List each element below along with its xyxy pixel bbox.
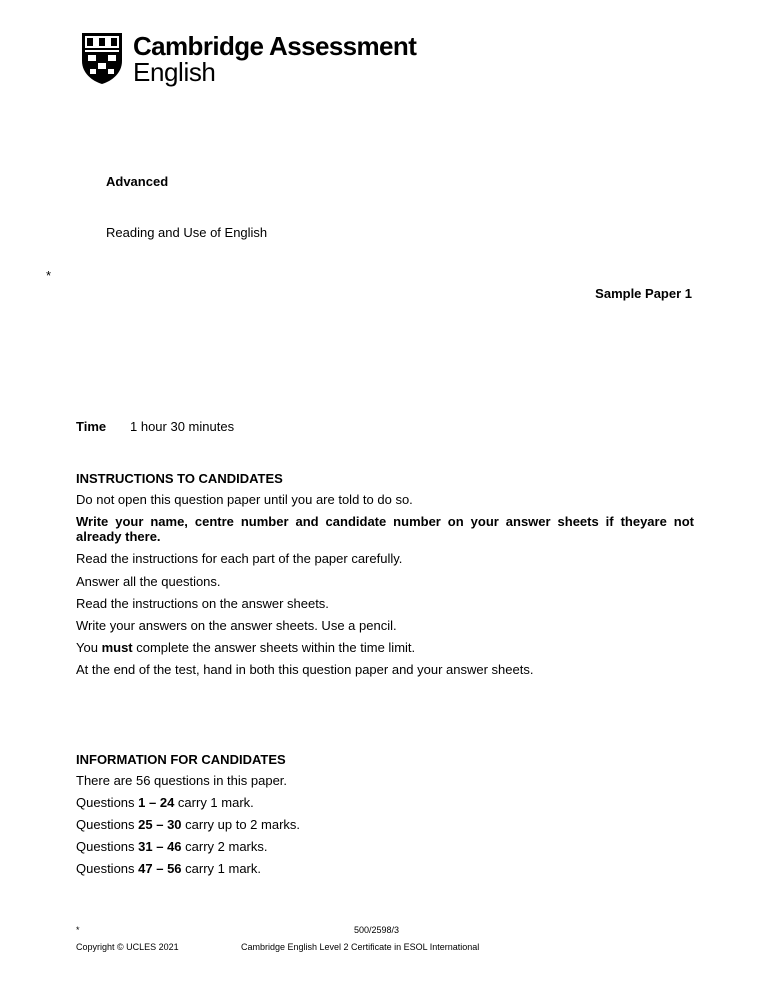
exam-component: Reading and Use of English (106, 225, 268, 240)
text-span: Questions (76, 839, 139, 854)
question-range: 31 – 46 (138, 839, 182, 854)
instruction-line: At the end of the test, hand in both this question paper and your answer sheets. (76, 662, 534, 677)
question-range: 47 – 56 (138, 861, 182, 876)
logo-subtitle: English (133, 57, 216, 87)
footer-asterisk: * (76, 925, 80, 935)
asterisk-marker: * (46, 268, 52, 283)
footer-copyright: Copyright © UCLES 2021 (76, 942, 179, 952)
instruction-line (76, 640, 415, 655)
instruction-line: Write your answers on the answer sheets. Use a pencil. (76, 618, 397, 633)
text-span: Questions (76, 861, 139, 876)
instructions-heading: INSTRUCTIONS TO CANDIDATES (76, 471, 283, 486)
footer-certificate: Cambridge English Level 2 Certificate in ESOL International (241, 942, 480, 952)
information-line (76, 861, 261, 876)
text-span: Questions (76, 795, 139, 810)
logo-title: Cambridge Assessment (133, 31, 417, 61)
question-range: 1 – 24 (138, 795, 175, 810)
information-heading: INFORMATION FOR CANDIDATES (76, 752, 286, 767)
instruction-line: Do not open this question paper until you are told to do so. (76, 492, 413, 507)
footer-code: 500/2598/3 (354, 925, 400, 935)
instruction-line: Read the instructions on the answer sheets. (76, 596, 329, 611)
question-range: 25 – 30 (138, 817, 182, 832)
emphasis-text: must (101, 640, 133, 655)
text-span: Questions (76, 817, 139, 832)
exam-level: Advanced (106, 174, 169, 189)
information-line (76, 839, 268, 854)
text-span: You (76, 640, 102, 655)
instruction-line: Read the instructions for each part of the paper carefully. (76, 551, 403, 566)
information-line (76, 795, 254, 810)
instruction-bold-paragraph: Write your name, centre number and candidate number on your answer sheets if theyare not already there. (76, 514, 694, 544)
text-span: carry 2 marks. (181, 839, 268, 854)
time-label: Time (76, 419, 107, 434)
shield-crest-icon (80, 31, 124, 85)
text-span: carry 1 mark. (181, 861, 261, 876)
information-line: There are 56 questions in this paper. (76, 773, 288, 788)
cambridge-logo (80, 31, 420, 87)
time-value: 1 hour 30 minutes (130, 419, 235, 434)
text-span: carry up to 2 marks. (181, 817, 301, 832)
information-line (76, 817, 300, 832)
instruction-line: Answer all the questions. (76, 574, 221, 589)
text-span: complete the answer sheets within the time limit. (132, 640, 416, 655)
sample-paper-label: Sample Paper 1 (595, 286, 692, 301)
text-span: carry 1 mark. (174, 795, 254, 810)
